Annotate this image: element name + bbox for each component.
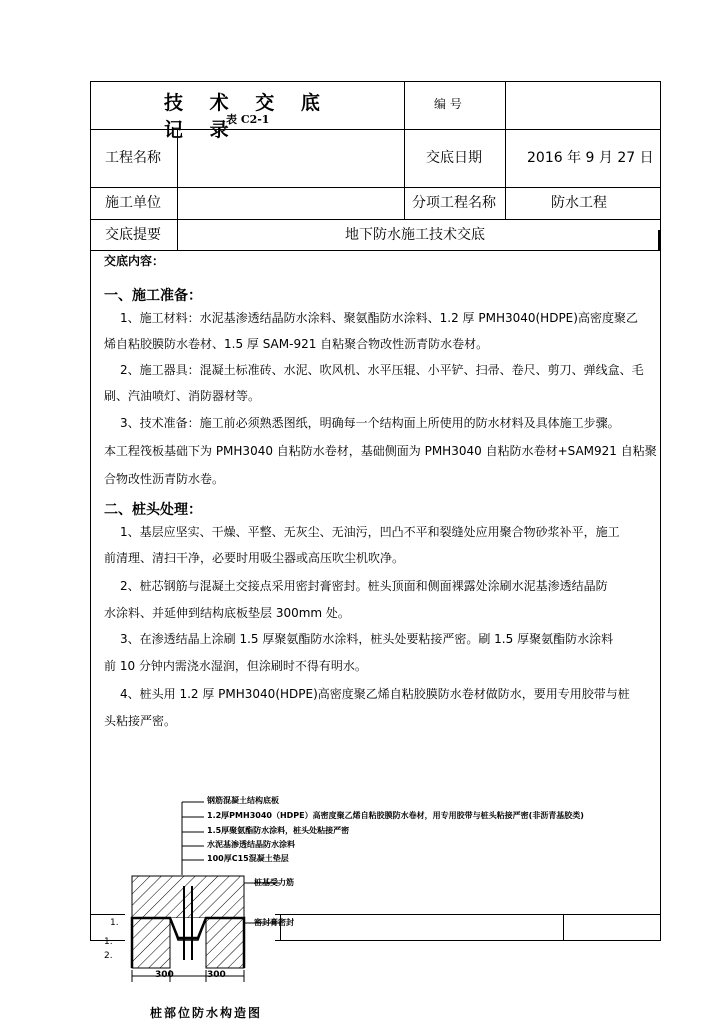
stray-num-2: 1.: [104, 937, 113, 947]
construction-unit-label: 施工单位: [105, 195, 161, 211]
s2-line-3: 2、桩芯钢筋与混凝土交接点采用密封膏密封。桩头顶面和侧面裸露处涂刷水泥基渗透结晶防: [120, 579, 608, 593]
s1-line-1: 1、施工材料：水泥基渗透结晶防水涂料、聚氨酯防水涂料、1.2 厚 PMH3040(HDPE)高密度聚乙: [120, 311, 638, 325]
s2-line-5: 3、在渗透结晶上涂刷 1.5 厚聚氨酯防水涂料，桩头处要粘接严密。刷 1.5 厚聚氨酯防水涂料: [120, 632, 614, 646]
table-border-right-ext: [658, 230, 660, 250]
row-line-3: [90, 219, 661, 220]
content-label: 交底内容：: [104, 254, 165, 268]
dimension-right: 300: [207, 970, 226, 980]
s1-line-5: 3、技术准备：施工前必须熟悉图纸，明确每一个结构面上所使用的防水材料及具体施工步骤。: [120, 416, 620, 430]
footer-col-2: [563, 914, 564, 941]
diagram-label-5: 100厚C15混凝土垫层: [207, 854, 289, 863]
diagram-right-label-2: 密封膏密封: [254, 918, 294, 927]
s2-line-7: 4、桩头用 1.2 厚 PMH3040(HDPE)高密度聚乙烯自粘胶膜防水卷材做防水，要用专用胶带与桩: [120, 687, 630, 701]
stray-num-3: 2.: [104, 951, 113, 961]
table-border-left: [90, 81, 91, 941]
pile-body-left: [132, 918, 170, 968]
summary-label: 交底提要: [105, 227, 161, 243]
s2-line-4: 水涂料、并延伸到结构底板垫层 300mm 处。: [104, 606, 350, 620]
summary-value: 地下防水施工技术交底: [345, 227, 485, 243]
diagram-label-1: 钢筋混凝土结构底板: [207, 796, 279, 805]
table-border-right: [660, 81, 661, 941]
stray-num-1: 1.: [110, 918, 119, 928]
pile-body-right: [206, 918, 244, 968]
project-name-label: 工程名称: [105, 150, 161, 166]
s1-line-4: 刷、汽油喷灯、消防器材等。: [104, 389, 261, 403]
col-line-label: [177, 129, 178, 250]
sub-project-value: 防水工程: [551, 195, 607, 211]
number-label: 编 号: [434, 97, 462, 111]
s1-line-3: 2、施工器具：混凝土标准砖、水泥、吹风机、水平压辊、小平铲、扫帚、卷尺、剪刀、弹线盒、毛: [120, 363, 644, 377]
col-line-right: [505, 81, 506, 219]
form-code: 表 C2-1: [226, 113, 270, 126]
s2-line-6: 前 10 分钟内需浇水湿润，但涂刷时不得有明水。: [104, 659, 367, 673]
section1-heading: 一、施工准备：: [104, 288, 202, 304]
diagram-label-3: 1.5厚聚氨酯防水涂料，桩头处粘接严密: [207, 826, 350, 835]
dimension-left: 300: [155, 970, 174, 980]
diagram-label-2: 1.2厚PMH3040（HDPE）高密度聚乙烯自粘胶膜防水卷材，用专用胶带与桩头粘接严密(非沥青基胶类): [207, 811, 584, 820]
diagram-caption: 桩部位防水构造图: [150, 1006, 263, 1020]
row-line-4: [90, 250, 661, 251]
slab-hatch: [132, 876, 244, 918]
s2-line-1: 1、基层应坚实、干燥、平整、无灰尘、无油污，凹凸不平和裂缝处应用聚合物砂浆补平，施工: [120, 525, 620, 539]
table-border-top: [90, 81, 661, 82]
col-line-mid: [404, 81, 405, 219]
s2-line-2: 前清理、清扫干净，必要时用吸尘器或高压吹尘机吹净。: [104, 551, 405, 565]
sub-project-label: 分项工程名称: [412, 195, 496, 211]
s2-line-8: 头粘接严密。: [104, 714, 177, 728]
date-value: 2016 年 9 月 27 日: [527, 150, 654, 166]
diagram-label-4: 水泥基渗透结晶防水涂料: [207, 840, 295, 849]
row-line-2: [90, 187, 661, 188]
s1-line-2: 烯自粘胶膜防水卷材、1.5 厚 SAM-921 自粘聚合物改性沥青防水卷材。: [104, 337, 489, 351]
date-label: 交底日期: [426, 150, 482, 166]
s1-line-7: 合物改性沥青防水卷。: [104, 472, 225, 486]
s1-line-6: 本工程筏板基础下为 PMH3040 自粘防水卷材，基础侧面为 PMH3040 自粘防水卷材+SAM921 自粘聚: [104, 444, 657, 458]
diagram-right-label-1: 桩基受力筋: [254, 878, 294, 887]
document-title: 技 术 交 底 记 录: [164, 92, 330, 141]
section2-heading: 二、桩头处理：: [104, 502, 202, 518]
